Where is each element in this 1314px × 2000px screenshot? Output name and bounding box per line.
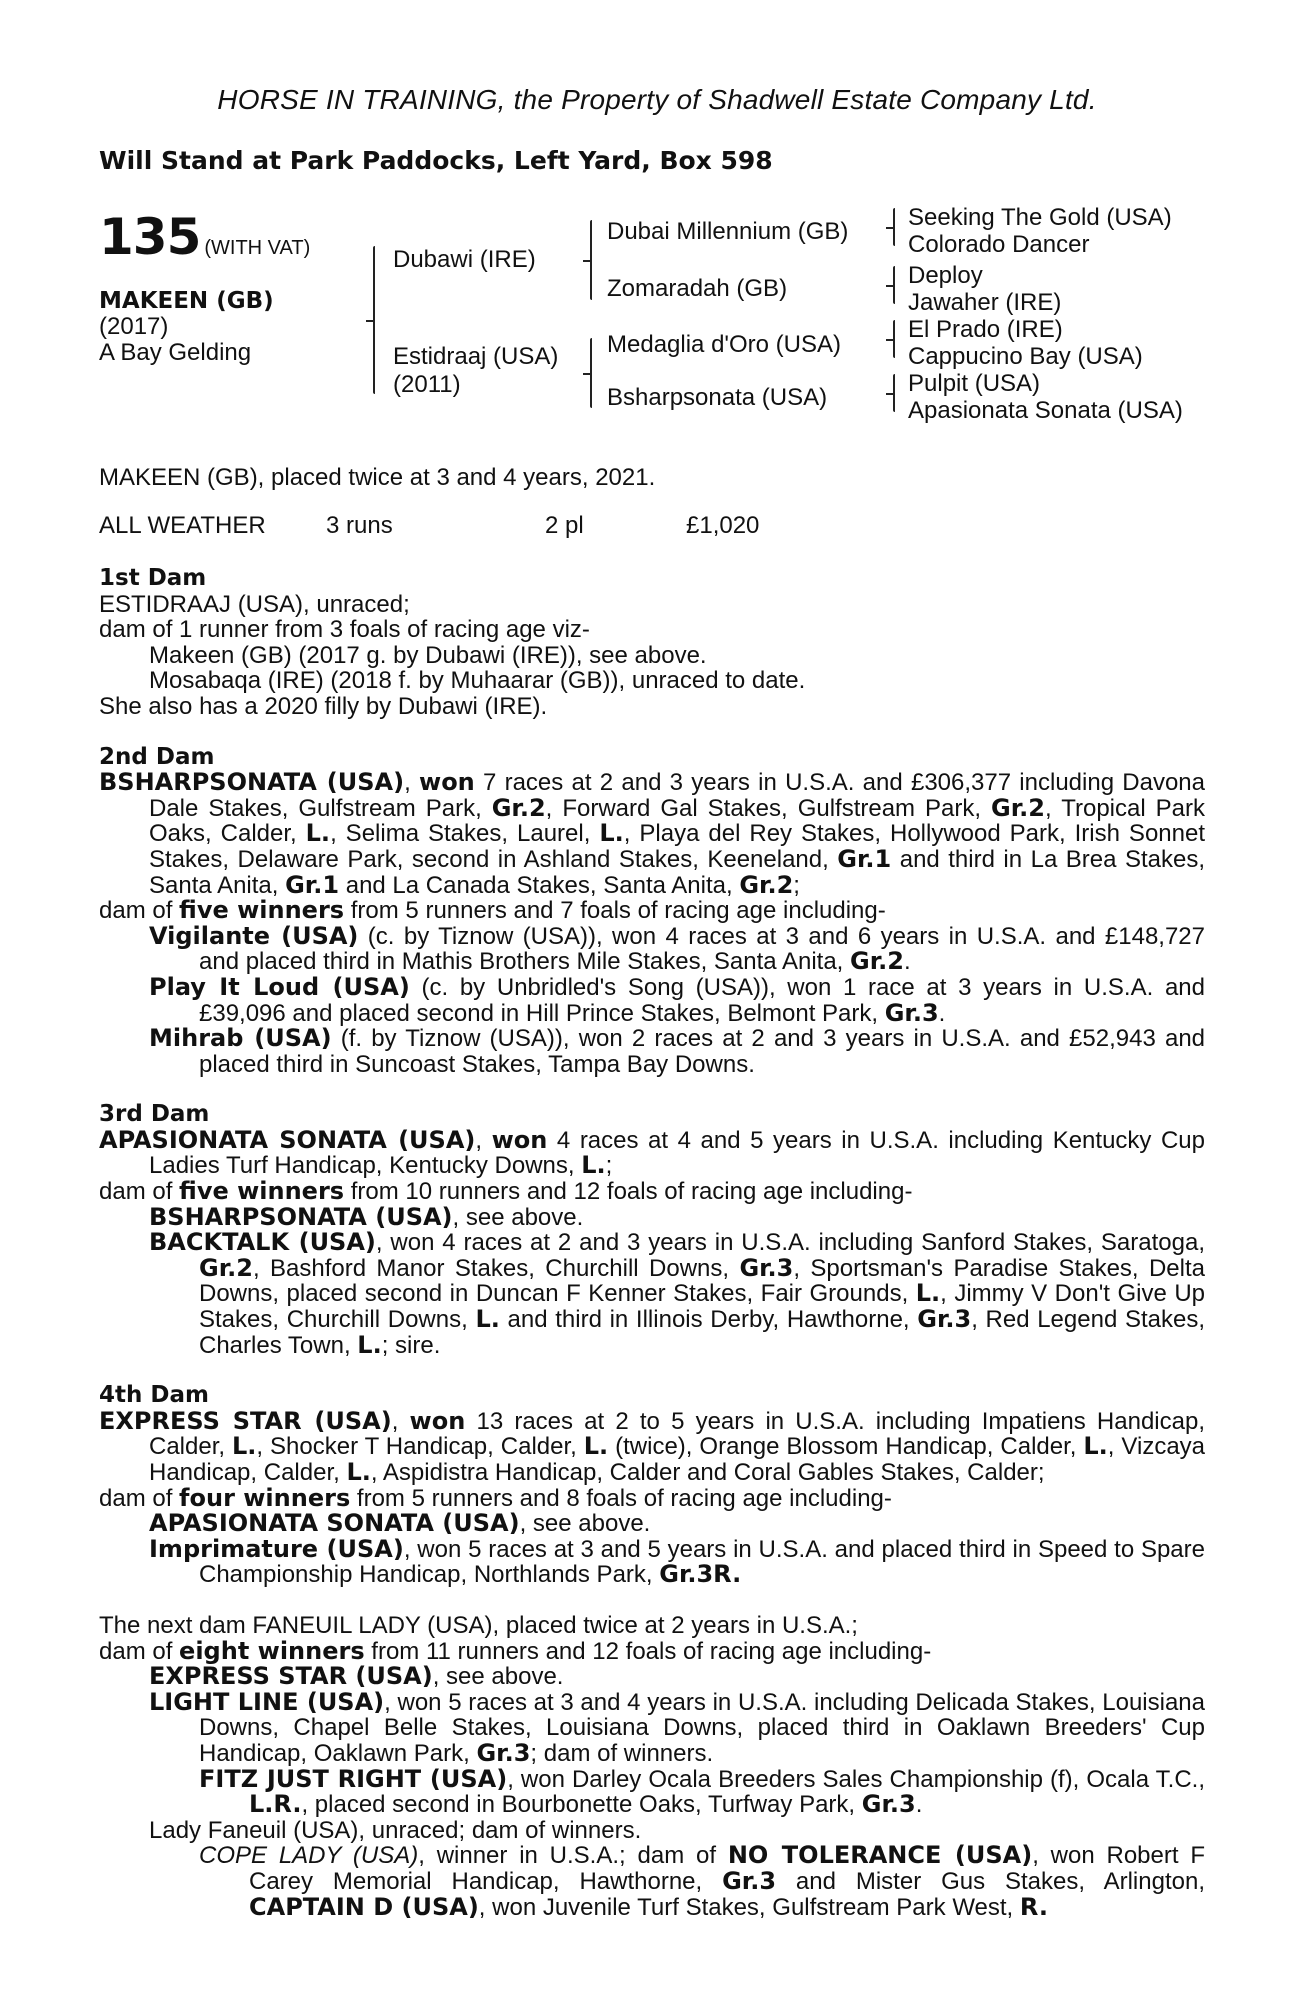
- pedigree-brace-dam: [590, 338, 592, 408]
- vat-label: (WITH VAT): [204, 237, 311, 259]
- dam1-paragraph: ESTIDRAAJ (USA), unraced;: [99, 590, 410, 618]
- pedigree-dam-sire: Medaglia d'Oro (USA): [607, 331, 841, 358]
- page-title: HORSE IN TRAINING, the Property of Shadwell Estate Company Ltd.: [217, 84, 1097, 115]
- horse-name: MAKEEN (GB): [99, 288, 274, 314]
- dam3-foal: BACKTALK (USA), won 4 races at 2 and 3 years in U.S.A. including Sanford Stakes, Saratoga, Gr.2, Bashford Manor Stakes, Churchill Downs, Gr.3, Sportsman's Paradise Stakes, Delta Downs, placed second in Duncan F Kenner Stakes, Fair Grounds, L., Jimmy V Don't Give Up Stakes, Churchill Downs, L. and third in Illinois Derby, Hawthorne, Gr.3, Red Legend Stakes, Charles Town, L.; sire.: [149, 1228, 1206, 1359]
- lot-number: [99, 208, 310, 266]
- next-dam-produce: dam of eight winners from 11 runners and 12 foals of racing age including-: [99, 1636, 932, 1665]
- dam4-foal: APASIONATA SONATA (USA), see above.: [149, 1509, 651, 1538]
- pedigree-sire: Dubawi (IRE): [393, 246, 536, 273]
- next-dam-foal: LIGHT LINE (USA), won 5 races at 3 and 4 years in U.S.A. including Delicada Stakes, Louisiana Downs, Chapel Belle Stakes, Louisiana Downs, placed third in Oaklawn Breeders' Cup Handicap, Oaklawn Park, Gr.3; dam of winners.: [149, 1687, 1206, 1767]
- pedigree-g1: Seeking The Gold (USA): [908, 204, 1172, 231]
- pedigree-brace-main: [373, 246, 375, 394]
- pedigree-brace-g3: [893, 320, 895, 358]
- dam4-paragraph: EXPRESS STAR (USA), won 13 races at 2 to 5 years in U.S.A. including Impatiens Handicap, Calder, L., Shocker T Handicap, Calder, L. (twice), Orange Blossom Handicap, Calder, L., Vizcaya Handicap, Calder, L., Aspidistra Handicap, Calder and Coral Gables Stakes, Calder;: [99, 1406, 1206, 1486]
- pedigree-sire-sire: Dubai Millennium (GB): [607, 218, 849, 245]
- produce-record: [99, 566, 1205, 1920]
- dam4-heading: 4th Dam: [99, 1382, 209, 1409]
- pedigree-dam-dam: Bsharpsonata (USA): [607, 384, 828, 411]
- lot-number-value: 135: [99, 208, 201, 266]
- pedigree-g7: Pulpit (USA): [908, 370, 1041, 397]
- dam1-foal: She also has a 2020 filly by Dubawi (IRE).: [99, 692, 548, 720]
- dam4-produce: dam of four winners from 5 runners and 8 foals of racing age including-: [99, 1483, 892, 1512]
- dam3-foal: BSHARPSONATA (USA), see above.: [149, 1202, 584, 1231]
- next-dam-foal: EXPRESS STAR (USA), see above.: [149, 1662, 564, 1691]
- dam3-paragraph: APASIONATA SONATA (USA), won 4 races at 4 and 5 years in U.S.A. including Kentucky Cup Ladies Turf Handicap, Kentucky Downs, L.;: [99, 1125, 1206, 1180]
- dam1-foal: Makeen (GB) (2017 g. by Dubawi (IRE)), see above.: [149, 641, 707, 669]
- next-dam-grandfoal: FITZ JUST RIGHT (USA), won Darley Ocala Breeders Sales Championship (f), Ocala T.C., L.R., placed second in Bourbonette Oaks, Turfway Park, Gr.3.: [199, 1764, 1205, 1819]
- pedigree-dam-year: (2011): [393, 371, 461, 398]
- dam2-heading: 2nd Dam: [99, 743, 215, 770]
- stats-earnings: £1,020: [686, 512, 760, 539]
- dam1-foal: Mosabaqa (IRE) (2018 f. by Muhaarar (GB)), unraced to date.: [149, 667, 806, 695]
- next-dam-paragraph: The next dam FANEUIL LADY (USA), placed twice at 2 years in U.S.A.;: [99, 1611, 858, 1639]
- pedigree-brace-g2: [893, 266, 895, 304]
- pedigree-g3: Deploy: [908, 262, 983, 289]
- dam3-heading: 3rd Dam: [99, 1101, 210, 1128]
- horse-description: A Bay Gelding: [99, 339, 252, 366]
- pedigree-g4: Jawaher (IRE): [908, 289, 1062, 316]
- pedigree-g6: Cappucino Bay (USA): [908, 343, 1143, 370]
- pedigree-dam: Estidraaj (USA): [393, 343, 559, 370]
- dam2-foal: Mihrab (USA) (f. by Tiznow (USA)), won 2 races at 2 and 3 years in U.S.A. and £52,943 and placed third in Suncoast Stakes, Tampa Bay Downs.: [149, 1024, 1206, 1078]
- horse-year: (2017): [99, 313, 169, 340]
- dam1-produce: dam of 1 runner from 3 foals of racing age viz-: [99, 616, 590, 644]
- stats-placed: 2 pl: [545, 512, 584, 539]
- pedigree-brace-g4: [893, 374, 895, 412]
- pedigree-sire-dam: Zomaradah (GB): [607, 275, 788, 302]
- pedigree-brace-sire: [590, 220, 592, 300]
- dam2-foal: Play It Loud (USA) (c. by Unbridled's Song (USA)), won 1 race at 3 years in U.S.A. and £39,096 and placed second in Hill Prince Stakes, Belmont Park, Gr.3.: [149, 972, 1206, 1027]
- horse-info: [99, 288, 274, 366]
- stats-surface: ALL WEATHER: [99, 512, 266, 539]
- pedigree-brace-g1: [893, 208, 895, 246]
- race-summary: MAKEEN (GB), placed twice at 3 and 4 years, 2021.: [99, 464, 656, 491]
- pedigree-g5: El Prado (IRE): [908, 316, 1063, 343]
- pedigree-g8: Apasionata Sonata (USA): [908, 397, 1183, 424]
- dam3-produce: dam of five winners from 10 runners and 12 foals of racing age including-: [99, 1177, 913, 1206]
- dam2-produce: dam of five winners from 5 runners and 7 foals of racing age including-: [99, 896, 886, 925]
- pedigree-g2: Colorado Dancer: [908, 231, 1090, 258]
- next-dam-grandfoal: COPE LADY (USA), winner in U.S.A.; dam of NO TOLERANCE (USA), won Robert F Carey Memorial Handicap, Hawthorne, Gr.3 and Mister Gus Stakes, Arlington, CAPTAIN D (USA), won Juvenile Turf Stakes, Gulfstream Park West, R.: [199, 1841, 1205, 1921]
- dam2-foal: Vigilante (USA) (c. by Tiznow (USA)), won 4 races at 3 and 6 years in U.S.A. and £148,727 and placed third in Mathis Brothers Mile Stakes, Santa Anita, Gr.2.: [149, 921, 1205, 976]
- stats-runs: 3 runs: [326, 512, 393, 539]
- location-line: Will Stand at Park Paddocks, Left Yard, Box 598: [99, 146, 773, 175]
- next-dam-foal: Lady Faneuil (USA), unraced; dam of winners.: [149, 1816, 642, 1844]
- dam1-heading: 1st Dam: [99, 565, 207, 591]
- dam2-paragraph: BSHARPSONATA (USA), won 7 races at 2 and 3 years in U.S.A. and £306,377 including Davona Dale Stakes, Gulfstream Park, Gr.2, Forward Gal Stakes, Gulfstream Park, Gr.2, Tropical Park Oaks, Calder, L., Selima Stakes, Laurel, L., Playa del Rey Stakes, Hollywood Park, Irish Sonnet Stakes, Delaware Park, second in Ashland Stakes, Keeneland, Gr.1 and third in La Brea Stakes, Santa Anita, Gr.1 and La Canada Stakes, Santa Anita, Gr.2;: [99, 768, 1206, 899]
- dam4-foal: Imprimature (USA), won 5 races at 3 and 5 years in U.S.A. and placed third in Speed to Spare Championship Handicap, Northlands Park, Gr.3R.: [149, 1534, 1205, 1589]
